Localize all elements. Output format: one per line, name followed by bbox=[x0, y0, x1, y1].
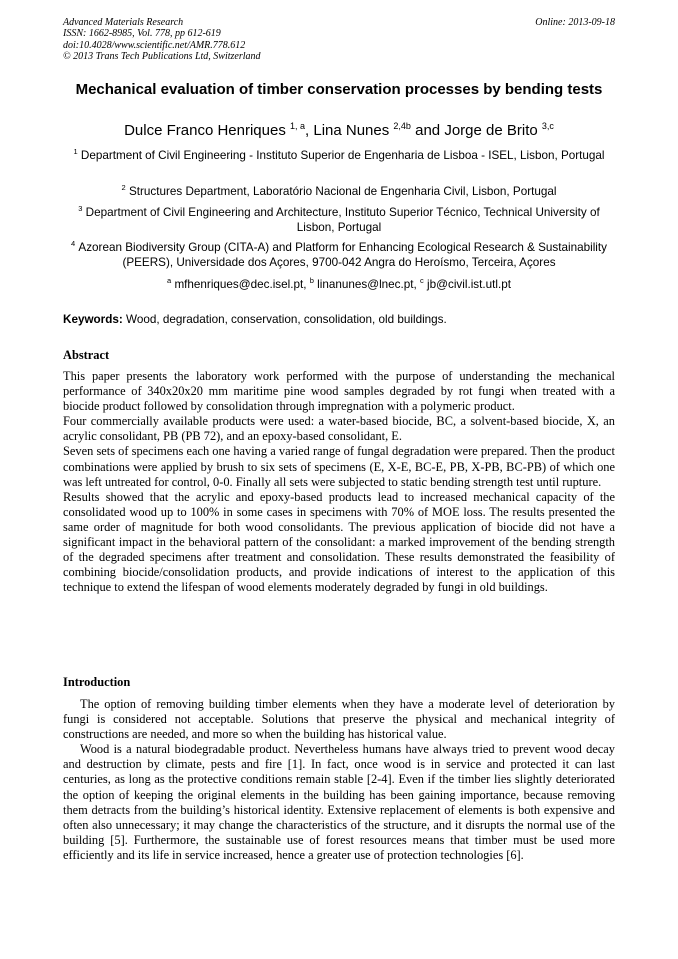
abstract-paragraph: Four commercially available products were used: a water-based biocide, BC, a solvent-based biocide, X, an acrylic consolidant, PB (PB 72), and an epoxy-based consolidant, E. bbox=[63, 414, 615, 444]
affiliation-number: 1 bbox=[73, 147, 78, 156]
affiliation-text: Department of Civil Engineering and Architecture, Instituto Superior Técnico, Technical University of Lisbon, Portugal bbox=[85, 206, 600, 234]
author-affil-mark: 1, a bbox=[290, 121, 306, 131]
email-address[interactable]: jb@civil.ist.utl.pt bbox=[427, 278, 511, 291]
email-mark: b bbox=[309, 276, 314, 285]
affiliation-text: Department of Civil Engineering - Instituto Superior de Engenharia de Lisboa - ISEL, Lisbon, Portugal bbox=[80, 149, 605, 162]
author-list bbox=[63, 121, 615, 140]
abstract-body bbox=[63, 369, 615, 595]
journal-copyright: © 2013 Trans Tech Publications Ltd, Switzerland bbox=[63, 51, 261, 63]
affiliation bbox=[63, 241, 615, 270]
email-mark: c bbox=[420, 276, 424, 285]
paper-title: Mechanical evaluation of timber conservation processes by bending tests bbox=[75, 81, 603, 98]
affiliation bbox=[63, 206, 615, 235]
affiliation bbox=[63, 149, 615, 164]
author-emails: $^a$ mfhenriques@dec.isel.pt, $^b$ linanunes@lnec.pt, $^c$ jb@civil.ist.utl.pt bbox=[167, 276, 511, 291]
affiliation-number: 3 bbox=[78, 204, 83, 213]
keywords bbox=[63, 313, 615, 328]
affiliation-text: Structures Department, Laboratório Nacional de Engenharia Civil, Lisbon, Portugal bbox=[128, 185, 557, 198]
affiliation-number: 2 bbox=[121, 183, 126, 192]
email-mark: a bbox=[167, 276, 172, 285]
author-name: Jorge de Brito bbox=[444, 122, 538, 139]
journal-issn: ISSN: 1662-8985, Vol. 778, pp 612-619 bbox=[63, 28, 221, 40]
email-address[interactable]: mfhenriques@dec.isel.pt bbox=[174, 278, 304, 291]
affiliation-text: Azorean Biodiversity Group (CITA-A) and Platform for Enhancing Ecological Research & Sustainability (PEERS), Universidade dos Açores, 9700-042 Angra do Heroísmo, Terceira, Açores bbox=[78, 241, 607, 269]
abstract-heading: Abstract bbox=[63, 348, 110, 362]
affiliation bbox=[63, 185, 615, 200]
introduction-body bbox=[63, 697, 615, 863]
author-name: Lina Nunes bbox=[313, 122, 390, 139]
introduction-paragraph: Wood is a natural biodegradable product. Nevertheless humans have always tried to prevent wood decay and destruction by climate, pests and fire [1]. In fact, once wood is in service and protected it can last centuries, as long as the protective conditions remain stable [2-4]. Even if the timber lies slightly deteriorated the option of keeping the original elements in the building has been gaining importance, because removing them detracts from the building’s historical identity. Extensive replacement of elements is both expensive and often also unnecessary; it may change the characteristics of the structure, and it disrupts the normal use of the building [5]. Furthermore, the sustainable use of forest resources means that timber must be used more efficiently and its life in service increased, hence a greater use of protection technologies [6]. bbox=[63, 742, 615, 862]
author-and: and bbox=[410, 122, 445, 139]
abstract-paragraph: Seven sets of specimens each one having a varied range of fungal degradation were prepared. Then the product combinations were applied by brush to six sets of specimens (E, X-E, BC-E, PB, X-PB, BC-PB) of which one was left untreated for control, 0-0. Finally all sets were subjected to static bending strength test until rupture. bbox=[63, 444, 615, 489]
journal-name: Advanced Materials Research bbox=[63, 17, 184, 28]
keywords-text: Wood, degradation, conservation, consolidation, old buildings. bbox=[126, 313, 447, 326]
affiliation-number: 4 bbox=[71, 239, 76, 248]
journal-header bbox=[63, 17, 615, 63]
author-separator: , bbox=[305, 122, 314, 139]
author-affil-mark: 2,4b bbox=[393, 121, 411, 131]
email-address[interactable]: linanunes@lnec.pt bbox=[317, 278, 414, 291]
abstract-paragraph: Results showed that the acrylic and epoxy-based products lead to increased mechanical capacity of the consolidated wood up to 100% in some cases in specimens with 70% of MOE loss. The results presented the same order of magnitude for both wood consolidants. The previous application of biocide did not have a significant impact in the behavioral pattern of the consolidant: a marked improvement of the bending strength of the degraded specimens after treatment and consolidation. These results demonstrated the feasibility of combining biocide/consolidation products, and provide indications of interest to the application of this technique to extend the lifespan of wood elements moderately degraded by fungi in old buildings. bbox=[63, 489, 615, 595]
author-affil-mark: 3,c bbox=[541, 121, 554, 131]
online-date: Online: 2013-09-18 bbox=[535, 17, 615, 28]
keywords-label: Keywords: bbox=[63, 313, 123, 326]
journal-doi: doi:10.4028/www.scientific.net/AMR.778.612 bbox=[63, 39, 246, 51]
introduction-paragraph: The option of removing building timber elements when they have a moderate level of deterioration by fungi is considered not acceptable. Solutions that preserve the physical and mechanical integrity of constructions are needed, and more so when the building has historical value. bbox=[63, 697, 615, 742]
abstract-paragraph: This paper presents the laboratory work performed with the purpose of understanding the mechanical performance of 340x20x20 mm maritime pine wood samples degraded by rot fungi when treated with a biocide product followed by consolidation through impregnation with a polymeric product. bbox=[63, 369, 615, 414]
introduction-heading: Introduction bbox=[63, 675, 131, 689]
author-name: Dulce Franco Henriques bbox=[124, 122, 286, 139]
